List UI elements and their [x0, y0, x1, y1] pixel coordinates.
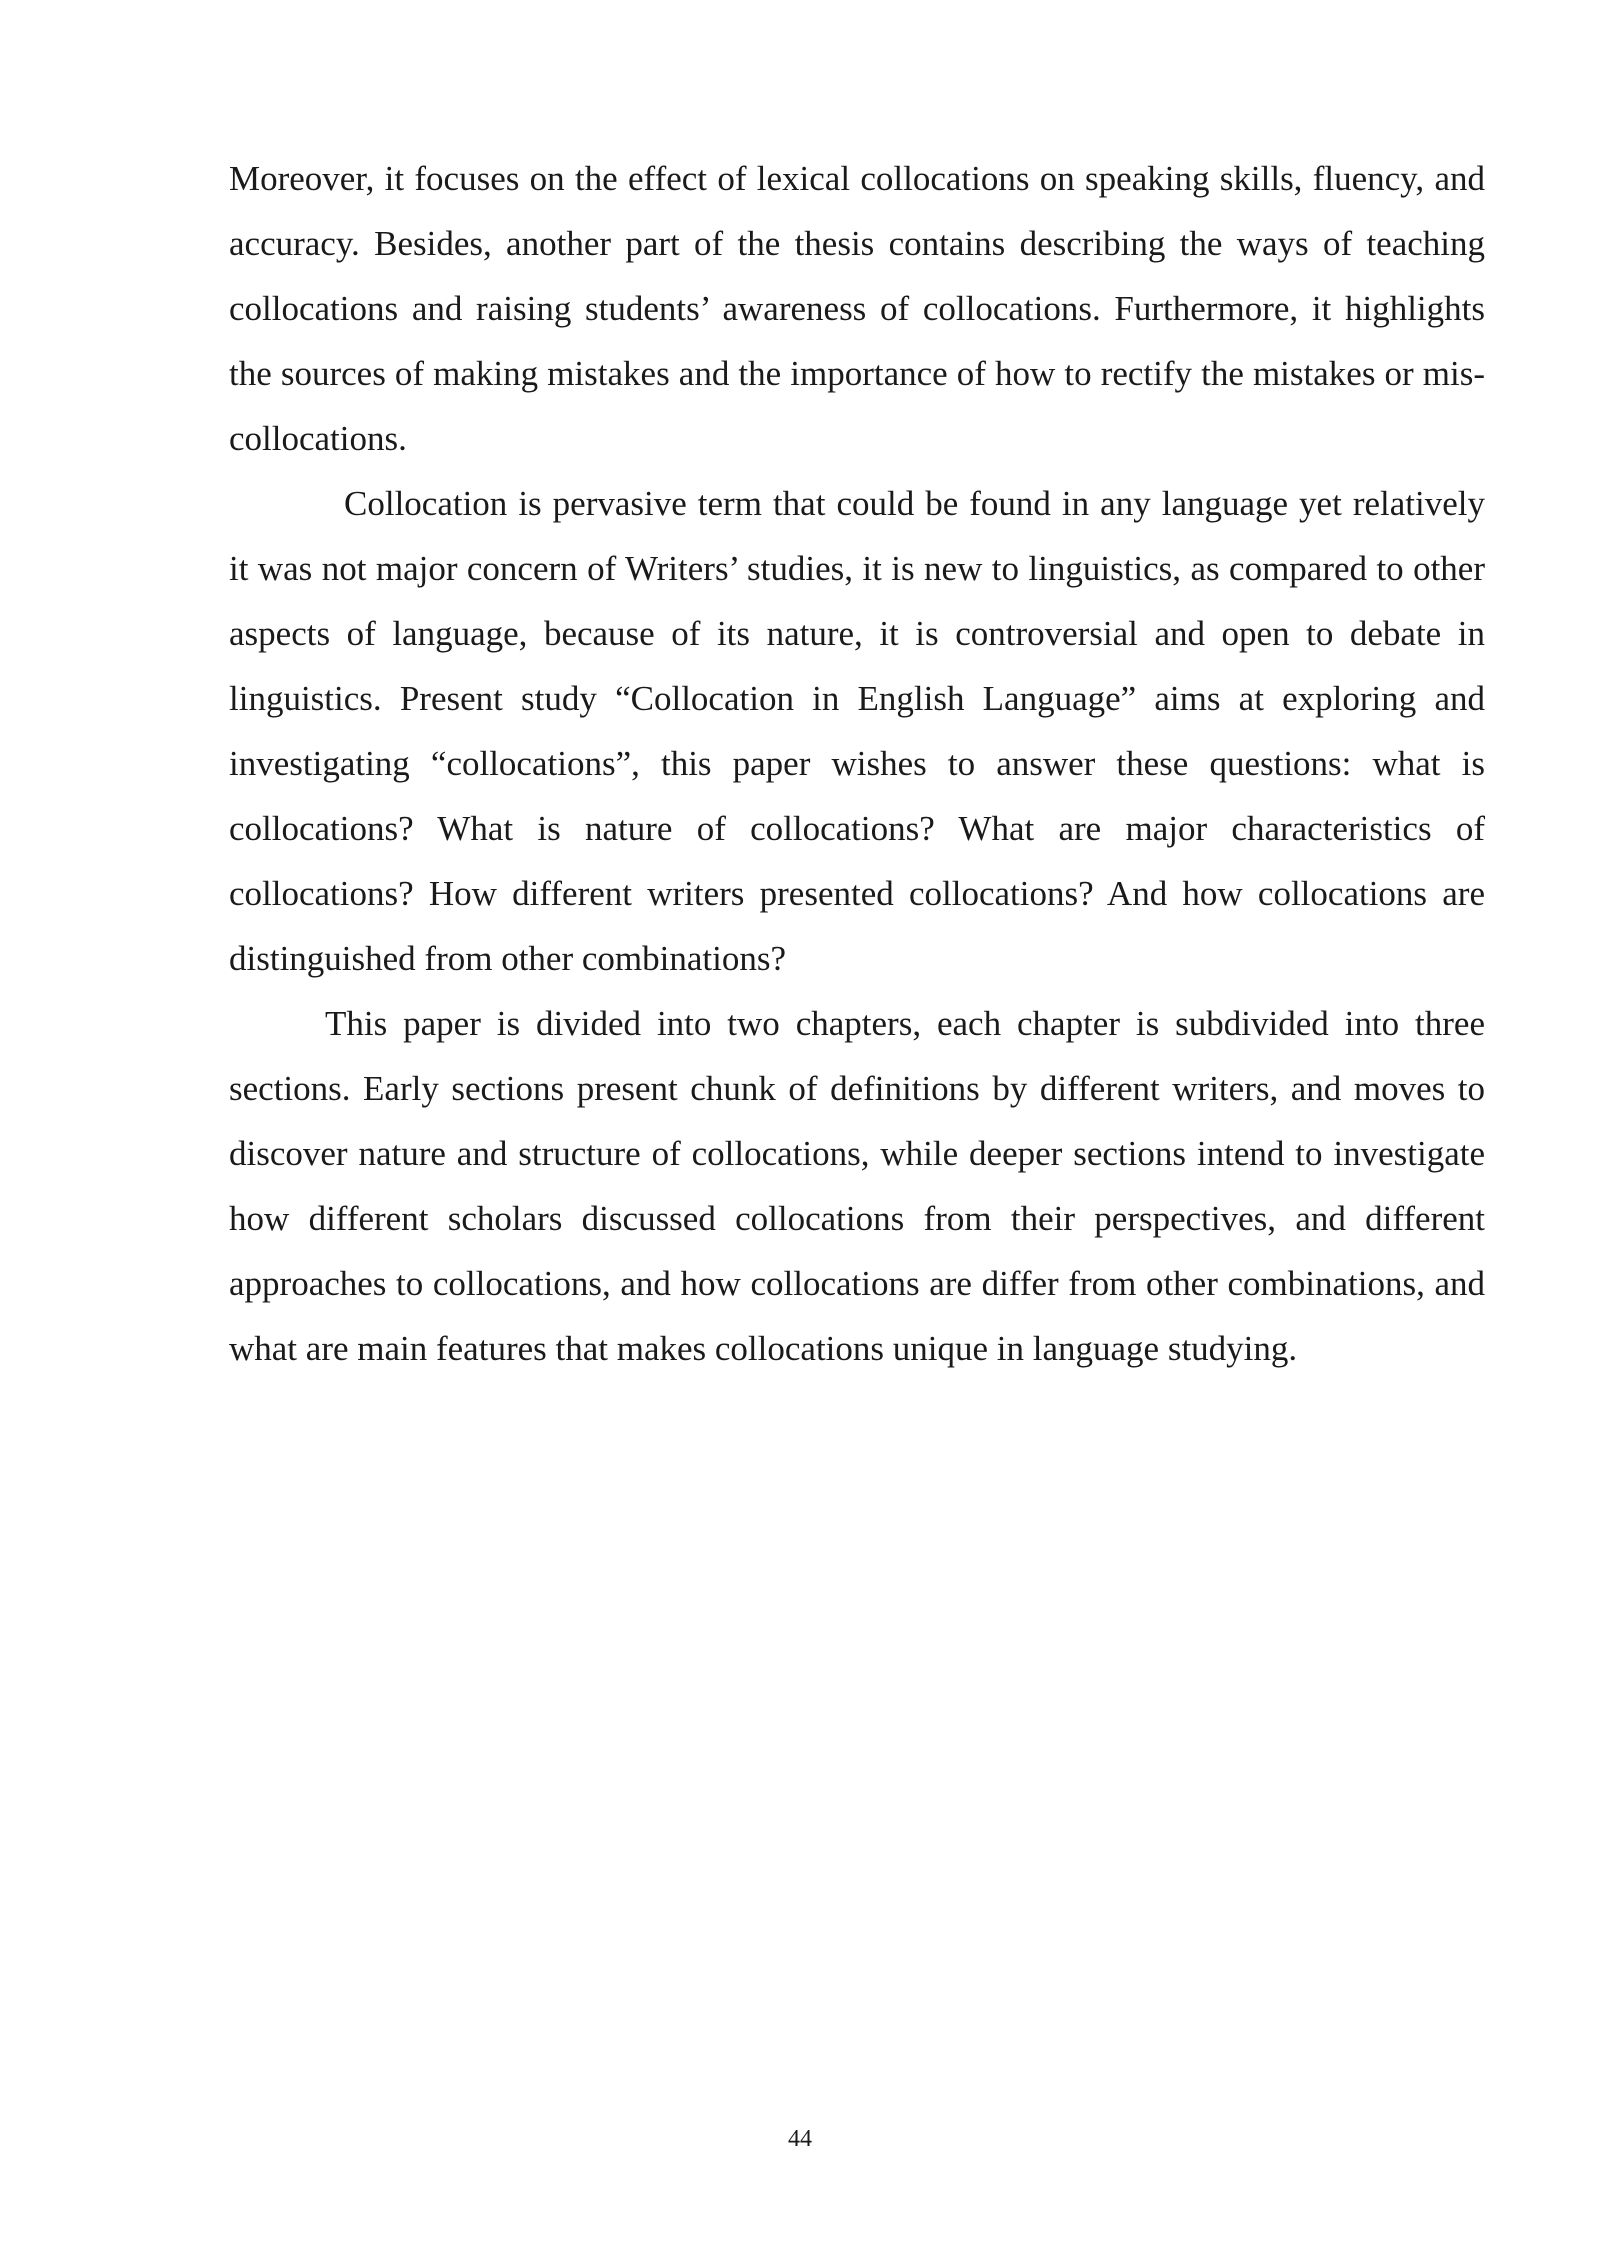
- paragraph-2: Collocation is pervasive term that could be found in any language yet relatively it was not major concern of Writers’ studies, it is new to linguistics, as compared to other aspects of language, because of its nature, it is controversial and open to debate in linguistics. Present study “Collocation in English Language” aims at exploring and investigating “collocations”, this paper wishes to answer these questions: what is collocations? What is nature of collocations? What are major characteristics of collocations? How different writers presented collocations? And how collocations are distinguished from other combinations?: [229, 484, 1485, 978]
- paragraph-3: This paper is divided into two chapters, each chapter is subdivided into three sections. Early sections present chunk of definitions by different writers, and moves to discover nature and structure of collocations, while deeper sections intend to investigate how different scholars discussed collocations from their perspectives, and different approaches to collocations, and how collocations are differ from other combinations, and what are main features that makes collocations unique in language studying.: [229, 1004, 1485, 1368]
- body-text: [229, 146, 1485, 1381]
- page-number: 44: [788, 2126, 812, 2152]
- paragraph-1: Moreover, it focuses on the effect of lexical collocations on speaking skills, fluency, and accuracy. Besides, another part of the thesis contains describing the ways of teaching collocations and raising students’ awareness of collocations. Furthermore, it highlights the sources of making mistakes and the importance of how to rectify the mistakes or mis-collocations.: [229, 159, 1485, 458]
